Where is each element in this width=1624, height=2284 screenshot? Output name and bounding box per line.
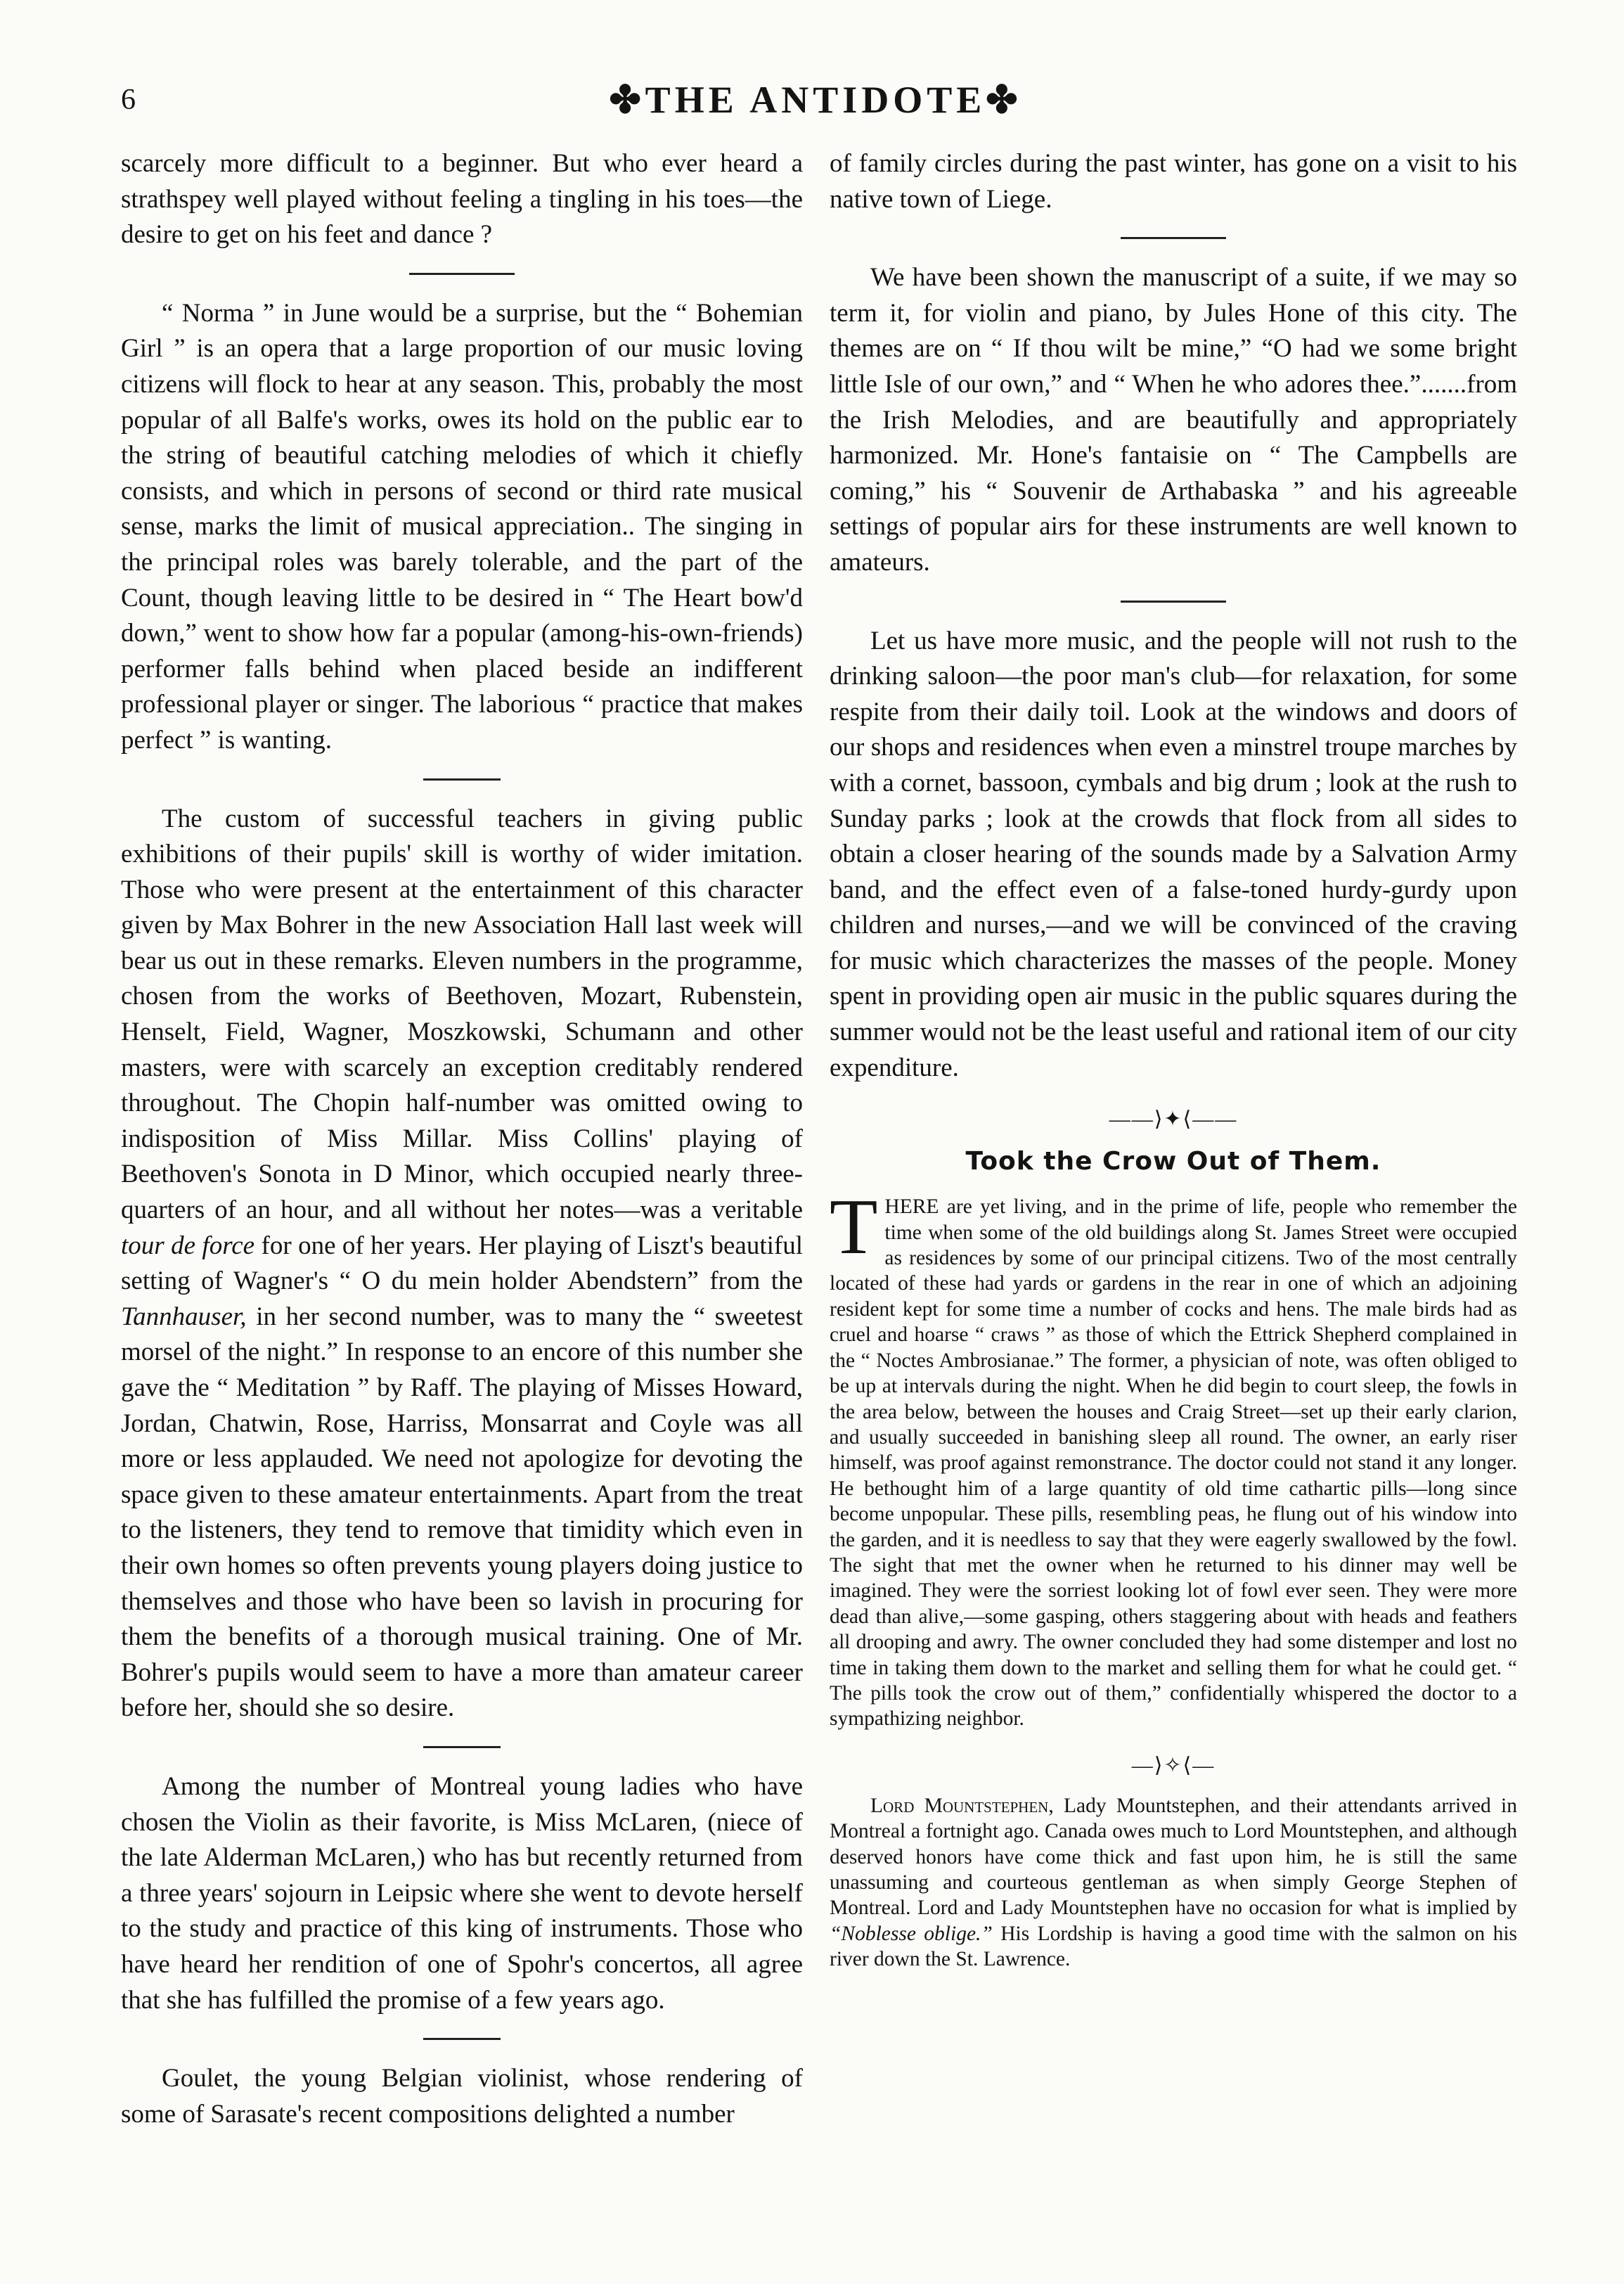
- ornament-divider: —⟩✧⟨—: [1131, 1753, 1216, 1777]
- italic-phrase: Tannhauser,: [121, 1302, 247, 1331]
- article-body: [830, 1183, 1517, 1732]
- section-divider: [423, 2038, 501, 2040]
- paragraph-norma: “ Norma ” in June would be a surprise, but the “ Bohemian Girl ” is an opera that a large proportion of our music loving citizens will flock to hear at any season. This, probably the most popular of all Balfe's works, owes its hold on the public ear to the string of beautiful catching melodies of which it chiefly consists, and which in persons of second or third rate musical sense, marks the limit of musical appreciation.. The singing in the principal roles was barely tolerable, and the part of the Count, though leaving little to be desired in “ The Heart bow'd down,” went to show how far a popular (among-his-own-friends) performer falls behind when placed beside an indifferent professional player or singer. The laborious “ practice that makes perfect ” is wanting.: [121, 298, 803, 755]
- paragraph-recital: [121, 802, 803, 1726]
- text-run: are yet living, and in the prime of life, people who remember the time when some of the old buildings along St. James Street were occupied as residences by some of our principal citizens. Two of the most centrally located of these had yards or gardens in the rear in one of which an adjoining resident kept for some time a number of cocks and hens. The male birds had as cruel and hoarse “ craws ” as those of which the Ettrick Shepherd complained in the “ Noctes Ambrosianae.” The former, a physician of note, was often obliged to be up at intervals during the night. When he did begin to court sleep, the fowls in the area below, between the houses and Craig Street—set up their early clarion, and usually succeeded in banishing sleep all round. The owner, an early riser himself, was proof against remonstrance. The doctor could not stand it any longer. He bethought him of a large quantity of old time cathartic pills—long since become unpopular. These pills, resembling peas, he flung out of his window into the garden, and it is needless to say that they were eagerly swallowed by the fowl. The sight that met the owner when he returned to his dinner may well be imagined. They were the sorriest looking lot of fowl ever seen. They were more dead than alive,—some gasping, others staggering about with heads and feathers all drooping and awry. The owner concluded they had some distemper and lost no time in taking them down to the market and selling them for what he could get. “ The pills took the crow out of them,” confidentially whispered the doctor to a sympathizing neighbor.: [830, 1195, 1517, 1731]
- paragraph-music: Let us have more music, and the people will not rush to the drinking saloon—the poor man's club—for relaxation, for some respite from their daily toil. Look at the windows and doors of our shops and residences when even a minstrel troupe marches by with a cornet, bassoon, cymbals and big drum ; look at the rush to Sunday parks ; look at the crowds that flock from all sides to obtain a closer hearing of the sounds made by a Salvation Army band, and the effect even of a false-toned hurdy-gurdy upon children and nurses,—and we will be convinced of the craving for music which characterizes the masses of the people. Money spent in providing open air music in the public squares during the summer would not be the least useful and rational item of our city expenditure.: [830, 626, 1517, 1082]
- lead-word: Lord Mountstephen,: [870, 1794, 1054, 1817]
- section-divider: [409, 273, 515, 275]
- drop-cap: T: [830, 1183, 878, 1271]
- paragraph-hone: We have been shown the manuscript of a suite, if we may so term it, for violin and piano, by Jules Hone of this city. The themes are on “ If thou wilt be mine,” “O had we some bright little Isle of our own,” and “ When he who adores thee.”.......from the Irish Melodies, and are beautifully and appropriately harmonized. Mr. Hone's fantaisie on “ The Campbells are coming,” his “ Souvenir de Arthabaska ” and his agreeable settings of popular airs for these instruments are well known to amateurs.: [830, 263, 1517, 577]
- italic-phrase: “Noblesse oblige.”: [830, 1922, 993, 1945]
- text-run: for one of her years. Her playing of Liszt's beautiful setting of Wagner's “ O du mein holder Abendstern” from the: [121, 1231, 803, 1296]
- paragraph-mountstephen: [830, 1793, 1517, 1972]
- paragraph-mclaren: Among the number of Montreal young ladies who have chosen the Violin as their favorite, is Miss McLaren, (niece of the late Alderman McLaren,) who has but recently returned from a three years' sojourn in Leipsic where she went to devote herself to the study and practice of this king of instruments. Those who have heard her rendition of one of Spohr's concertos, all agree that she has fulfilled the promise of a few years ago.: [121, 1771, 803, 2015]
- text-run: The custom of successful teachers in giving public exhibitions of their pupils' skill is worthy of wider imitation. Those who were present at the entertainment of this character given by Max Bohrer in the new Association Hall last week will bear us out in these remarks. Eleven numbers in the programme, chosen from the works of Beethoven, Mozart, Rubenstein, Henselt, Field, Wagner, Moszkowski, Schumann and other masters, were with scarcely an exception creditably rendered throughout. The Chopin half-number was omitted owing to indisposition of Miss Millar. Miss Collins' playing of Beethoven's Sonota in D Minor, which occupied nearly three-quarters of an hour, and all without her notes—was a veritable: [121, 804, 803, 1225]
- section-divider: [423, 778, 501, 781]
- text-run: in her second number, was to many the “ sweetest morsel of the night.” In response to an encore of this number she gave the “ Meditation ” by Raff. The playing of Misses Howard, Jordan, Chatwin, Rose, Harriss, Monsarrat and Coyle was all more or less applauded. We need not apologize for devoting the space given to these amateur entertainments. Apart from the treat to the listeners, they tend to remove that timidity which even in their own homes so often prevents young players doing justice to themselves and those who have been so lavish in procuring for them the benefits of a thorough musical training. One of Mr. Bohrer's pupils would seem to have a more than amateur career before her, should she so desire.: [121, 1302, 803, 1723]
- paragraph-continued: of family circles during the past winter, has gone on a visit to his native town of Liege.: [830, 149, 1517, 214]
- section-divider: [423, 1746, 501, 1748]
- lead-word: HERE: [884, 1195, 939, 1219]
- section-divider: [1121, 237, 1226, 239]
- ornament-divider: ——⟩✦⟨——: [1109, 1108, 1238, 1131]
- masthead-title: ✤THE ANTIDOTE✤: [609, 79, 1022, 121]
- paragraph-continued: scarcely more difficult to a beginner. But who ever heard a strathspey well played without feeling a tingling in his toes—the desire to get on his feet and dance ?: [121, 149, 803, 250]
- text-run: Lady Mountstephen, and their attendants arrived in Montreal a fortnight ago. Canada owes much to Lord Mountstephen, and although deserved honors have come thick and fast upon him, he is still the same unassuming and courteous gentleman as when simply George Stephen of Montreal. Lord and Lady Mountstephen have no occasion for what is implied by: [830, 1794, 1517, 1920]
- page-number: 6: [121, 84, 136, 116]
- section-divider: [1121, 601, 1226, 603]
- italic-phrase: tour de force: [121, 1231, 255, 1260]
- left-column: [121, 146, 803, 2132]
- paragraph-goulet: Goulet, the young Belgian violinist, whose rendering of some of Sarasate's recent compositions delighted a number: [121, 2064, 803, 2129]
- article-headline: Took the Crow Out of Them.: [965, 1147, 1381, 1176]
- right-column: [830, 146, 1517, 1972]
- text-run: His Lordship is having a good time with the salmon on his river down the St. Lawrence.: [830, 1922, 1517, 1971]
